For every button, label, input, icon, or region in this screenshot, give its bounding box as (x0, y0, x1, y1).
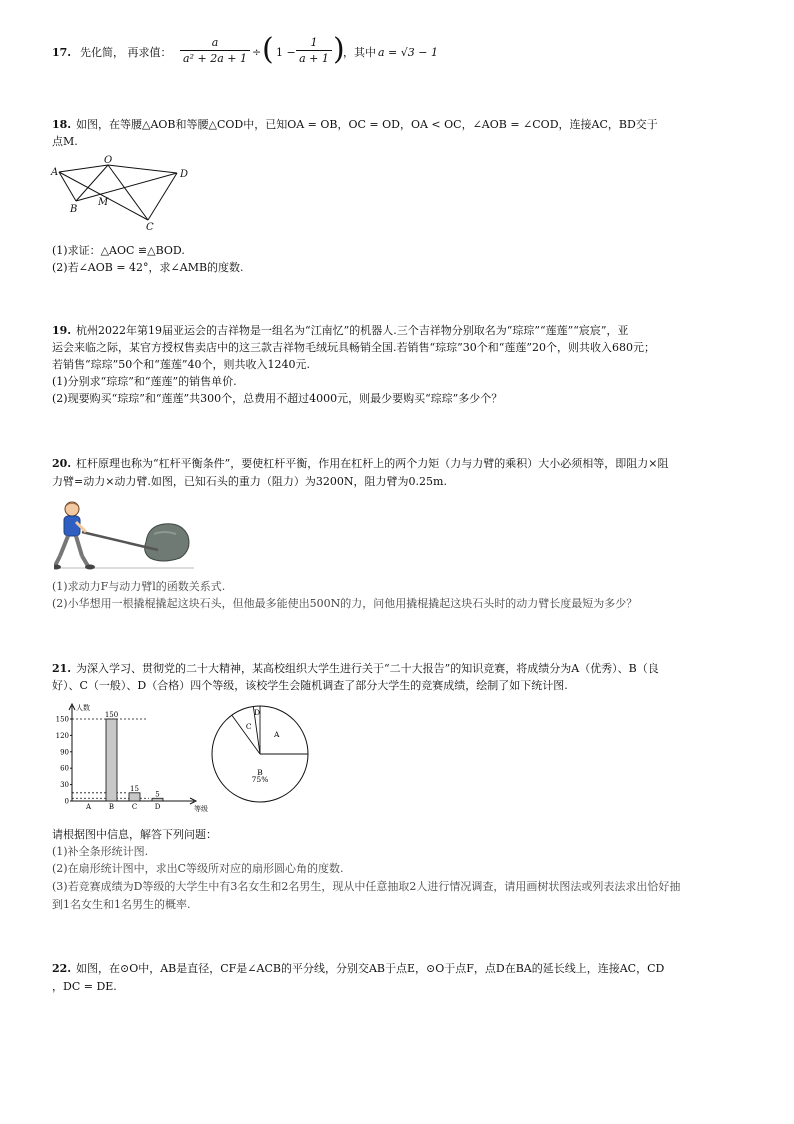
q19-line1: 杭州2022年第19届亚运会的吉祥物是一组名为“江南忆”的机器人.三个吉祥物分别取名为“琮琮”“莲莲”“宸宸”，亚 (76, 324, 629, 337)
q22-number: 22. (52, 962, 72, 975)
q17-fraction2 (296, 36, 332, 66)
q18-part2: (2)若∠AOB = 42°，求∠AMB的度数. (52, 261, 244, 274)
q17-condition: a = √3 − 1 (378, 46, 438, 59)
q21-bar-chart (54, 700, 214, 812)
bar-C (129, 793, 140, 801)
label-O: O (104, 155, 113, 166)
x-tick-label: D (154, 803, 161, 811)
q19-line2: 运会来临之际，某官方授权售卖店中的这三款吉祥物毛绒玩具畅销全国.若销售“琮琮”30个和“莲莲”20个，则共收入680元； (52, 341, 655, 354)
q20-part2: (2)小华想用一根撬棍撬起这块石头，但他最多能使出500N的力，问他用撬棍撬起这块石头时的动力臂长度最短为多少？ (52, 597, 638, 610)
q20-lever-illustration (54, 500, 194, 572)
q21-part3a: (3)若竞赛成绩为D等级的大学生中有3名女生和2名男生，现从中任意抽取2人进行情况调查，请用画树状图法或列表法求出恰好抽 (52, 880, 681, 893)
q22-line2: ，DC = DE. (52, 980, 117, 993)
label-C: C (146, 222, 154, 232)
label-D: D (180, 169, 189, 180)
q19-number: 19. (52, 324, 72, 337)
q19-part1: (1)分别求“琮琮”和“莲莲”的销售单价. (52, 375, 237, 388)
x-axis-label: 等级 (194, 805, 208, 812)
x-tick-label: B (108, 803, 115, 811)
segment-AO (59, 165, 108, 172)
person-body-icon (64, 516, 80, 536)
pie-label-C: C (245, 722, 252, 732)
segment-OC (108, 165, 148, 220)
q21-part2: (2)在扇形统计图中，求出C等级所对应的扇形圆心角的度数. (52, 862, 344, 875)
q22-line1: 如图，在⊙O中，AB是直径，CF是∠ACB的平分线，分别交AB于点E，⊙O于点F，点D在BA的延长线上，连接AC，CD (76, 962, 665, 975)
y-tick-label: 90 (60, 748, 69, 757)
person-head-icon (65, 502, 79, 516)
q20-line2: 力臂=动力×动力臂.如图，已知石头的重力（阻力）为3200N，阻力臂为0.25m. (52, 475, 447, 488)
q17-where: ，其中 (343, 46, 376, 59)
q20-number: 20. (52, 457, 72, 470)
label-A: A (51, 167, 59, 178)
q17-number: 17. (52, 46, 72, 59)
q18-number: 18. (52, 118, 72, 131)
q18-triangle-figure (50, 154, 200, 232)
q18-line1: 如图，在等腰△AOB和等腰△COD中，已知OA = OB，OC = OD，OA < OC，∠AOB = ∠COD，连接AC，BD交于 (76, 118, 658, 131)
y-axis-label: 人数 (76, 704, 90, 712)
bar-D (152, 798, 163, 801)
q21-part1: (1)补全条形统计图. (52, 845, 149, 858)
q17-frac2-den: a + 1 (299, 52, 329, 65)
q21-number: 21. (52, 662, 72, 675)
y-tick-label: 60 (60, 764, 69, 773)
x-tick-label: A (85, 803, 92, 811)
q17-fraction (180, 36, 250, 66)
q18-line2: 点M. (52, 135, 78, 148)
pie-label-A: A (274, 730, 280, 740)
q18-part1: (1)求证：△AOC ≌△BOD. (52, 244, 185, 257)
pie-percent-B: 75% (251, 775, 269, 784)
q17-intro: 先化简， 再求值： (80, 46, 172, 59)
q21-line2: 好）、C（一般）、D（合格）四个等级，该校学生会随机调查了部分大学生的竞赛成绩，绘制了如下统计图. (52, 679, 568, 692)
stone-icon (145, 524, 189, 561)
q20-line1: 杠杆原理也称为“杠杆平衡条件”，要使杠杆平衡，作用在杠杆上的两个力矩（力与力臂的乘积）大小必须相等，即阻力×阻 (76, 457, 669, 470)
q17-denominator: a² + 2a + 1 (183, 52, 247, 65)
y-tick-label: 120 (55, 731, 69, 740)
label-M: M (98, 197, 109, 208)
q21-intro: 请根据图中信息，解答下列问题： (52, 828, 217, 841)
bar-value-label: 15 (130, 784, 139, 793)
q17-paren-close: ) (333, 32, 345, 67)
q21-part3b: 到1名女生和1名男生的概率. (52, 898, 191, 911)
q20-part1: (1)求动力F与动力臂l的函数关系式. (52, 580, 226, 593)
q17-divide: ÷ (252, 46, 262, 59)
pie-label-B: B (257, 768, 263, 777)
q19-part2: (2)现要购买“琮琮”和“莲莲”共300个，总费用不超过4000元，则最少要购买“琮琮”多少个？ (52, 392, 503, 405)
q17-paren-open: ( (262, 32, 274, 67)
segment-OD (108, 165, 177, 173)
q17-numerator: a (211, 36, 219, 49)
q21-line1: 为深入学习、贯彻党的二十大精神，某高校组织大学生进行关于“二十大报告”的知识竞赛，将成绩分为A（优秀）、B（良 (76, 662, 659, 675)
y-tick-label: 150 (55, 715, 69, 724)
x-tick-label: C (131, 803, 138, 811)
bar-B (106, 719, 117, 801)
y-tick-label: 30 (60, 781, 69, 790)
y-tick-label: 0 (64, 797, 69, 806)
q21-pie-chart (210, 704, 310, 804)
q17-one-minus: 1 − (276, 46, 296, 59)
bar-value-label: 5 (155, 790, 160, 799)
bar-value-label: 150 (104, 711, 119, 719)
q19-line3: 若销售“琮琮”50个和“莲莲”40个，则共收入1240元. (52, 358, 310, 371)
label-B: B (70, 204, 78, 215)
q17-frac2-num: 1 (310, 36, 318, 49)
pie-label-D: D (254, 708, 261, 718)
